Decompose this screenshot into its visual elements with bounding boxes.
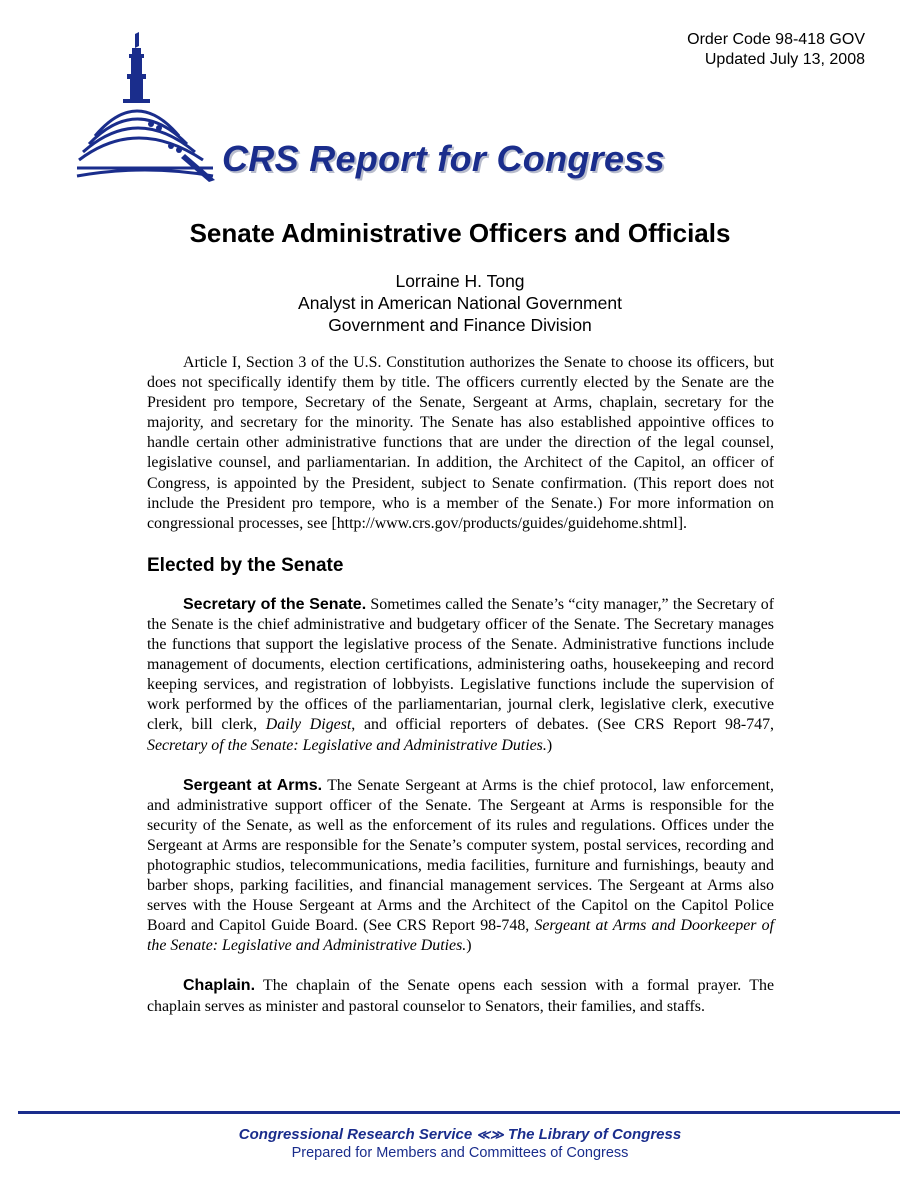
chaplain-heading: Chaplain. [183, 977, 256, 995]
report-body [147, 353, 774, 1037]
chaplain-paragraph: Chaplain. The chaplain of the Senate opens each session with a formal prayer. The chaplain serves as minister and pastoral counselor to Senators, their families, and staffs. [147, 977, 774, 1015]
crs-report-banner: CRS Report for Congress [222, 138, 665, 179]
secretary-paragraph: Secretary of the Senate. Sometimes called the Senate’s “city manager,” the Secretary of the Senate is the chief administrative and budgetary officer of the Senate. The Secretary manages the functions that support the legislative process of the Senate. Administrative functions include management of documents, election certifications, administering oaths, housekeeping and record keeping services, and registration of lobbyists. Legislative functions include the supervision of work performed by the offices of the parliamentarian, journal clerk, legislative clerk, executive clerk, bill clerk, Daily Digest, and official reporters of debates. (See CRS Report 98-747, Secretary of the Senate: Legislative and Administrative Duties.) [147, 595, 775, 754]
order-code: Order Code 98-418 GOV [687, 31, 865, 48]
footer [0, 1125, 920, 1163]
updated-date: Updated July 13, 2008 [704, 51, 865, 68]
report-title: Senate Administrative Officers and Officials [189, 218, 731, 248]
footer-line-1: Congressional Research Service ≪≫ The Library of Congress [238, 1126, 682, 1143]
author-division: Government and Finance Division [328, 315, 592, 335]
intro-paragraph: Article I, Section 3 of the U.S. Constitution authorizes the Senate to choose its officers, but does not specifically identify them by title. The officers currently elected by the Senate are the President pro tempore, Secretary of the Senate, Sergeant at Arms, chaplain, secretary for the majority, and secretary for the minority. The Senate has also established appointive offices to handle certain other administrative functions that are under the direction of the legal counsel, legislative counsel, and parliamentarian. In addition, the Architect of the Capitol, an officer of Congress, is appointed by the President, subject to Senate confirmation. (This report does not include the President pro tempore, who is a member of the Senate.) For more information on congressional processes, see [http://www.crs.gov/products/guides/guidehome.shtml]. [147, 354, 774, 532]
section-heading-elected: Elected by the Senate [147, 554, 344, 576]
author-role: Analyst in American National Government [298, 293, 622, 313]
sergeant-heading: Sergeant at Arms. [183, 776, 323, 794]
author-block [0, 270, 920, 336]
author-name: Lorraine H. Tong [395, 271, 525, 291]
footer-divider [18, 1111, 900, 1114]
ornament-icon: ≪≫ [476, 1127, 504, 1142]
capitol-dome-icon [75, 28, 225, 188]
footer-line-2: Prepared for Members and Committees of Congress [291, 1145, 629, 1161]
order-code-block [687, 30, 865, 70]
secretary-heading: Secretary of the Senate. [183, 595, 367, 613]
sergeant-paragraph: Sergeant at Arms. The Senate Sergeant at Arms is the chief protocol, law enforcement, and administrative support officer of the Senate. The Sergeant at Arms is responsible for the security of the Senate, as well as the enforcement of its rules and regulations. Offices under the Sergeant at Arms are responsible for the Senate’s computer system, postal services, recording and photographic studios, telecommunications, media facilities, furniture and furnishings, beauty and barber shops, parking facilities, and financial management services. The Sergeant at Arms also serves with the House Sergeant at Arms and the Architect of the Capitol on the Capitol Police Board and Capitol Guide Board. (See CRS Report 98-748, Sergeant at Arms and Doorkeeper of the Senate: Legislative and Administrative Duties.) [147, 776, 775, 955]
